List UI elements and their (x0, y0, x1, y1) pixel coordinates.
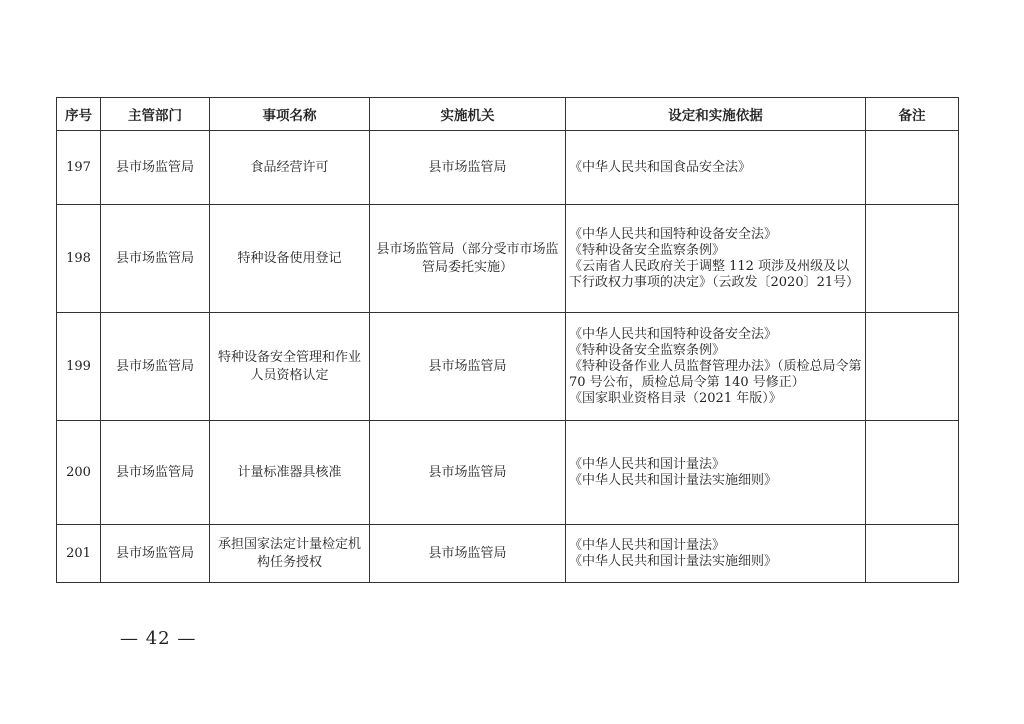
row-agency: 县市场监管局 (370, 421, 566, 525)
header-item: 事项名称 (210, 98, 370, 131)
header-dept: 主管部门 (101, 98, 210, 131)
row-note (866, 131, 959, 205)
row-dept: 县市场监管局 (101, 205, 210, 313)
basis-line: 《国家职业资格目录（2021 年版）》 (569, 390, 782, 406)
row-agency: 县市场监管局 (370, 313, 566, 421)
row-note (866, 205, 959, 313)
basis-line: 《中华人民共和国食品安全法》 (569, 159, 752, 175)
items-table (56, 97, 959, 583)
basis-line: 《云南省人民政府关于调整 112 项涉及州级及以下行政权力事项的决定》（云政发〔2020〕21号） (569, 258, 860, 290)
basis-line: 《中华人民共和国计量法实施细则》 (569, 472, 778, 488)
row-item: 特种设备安全管理和作业人员资格认定 (210, 313, 370, 421)
row-no: 197 (57, 131, 101, 205)
row-basis (566, 131, 866, 205)
page-number: — 42 — (120, 628, 197, 649)
basis-line: 《特种设备安全监察条例》 (569, 342, 726, 358)
row-basis (566, 313, 866, 421)
row-note (866, 313, 959, 421)
row-basis (566, 525, 866, 583)
row-agency: 县市场监管局（部分受市市场监管局委托实施） (370, 205, 566, 313)
row-item: 计量标准器具核准 (210, 421, 370, 525)
basis-line: 《中华人民共和国计量法》 (569, 537, 726, 553)
table-row (57, 525, 959, 583)
row-item: 食品经营许可 (210, 131, 370, 205)
header-no: 序号 (57, 98, 101, 131)
row-note (866, 421, 959, 525)
header-note: 备注 (866, 98, 959, 131)
basis-line: 《中华人民共和国计量法》 (569, 456, 726, 472)
header-basis: 设定和实施依据 (566, 98, 866, 131)
table-row (57, 421, 959, 525)
row-basis (566, 421, 866, 525)
row-agency: 县市场监管局 (370, 131, 566, 205)
row-note (866, 525, 959, 583)
row-dept: 县市场监管局 (101, 525, 210, 583)
row-no: 201 (57, 525, 101, 583)
table-row (57, 205, 959, 313)
table-header-row (57, 98, 959, 131)
row-no: 198 (57, 205, 101, 313)
row-no: 199 (57, 313, 101, 421)
header-agency: 实施机关 (370, 98, 566, 131)
table-row (57, 313, 959, 421)
basis-line: 《中华人民共和国特种设备安全法》 (569, 326, 778, 342)
row-agency: 县市场监管局 (370, 525, 566, 583)
basis-line: 《中华人民共和国计量法实施细则》 (569, 553, 778, 569)
basis-line: 《特种设备作业人员监督管理办法》（质检总局令第 70 号公布，质检总局令第 140 号修正） (569, 358, 862, 390)
row-item: 特种设备使用登记 (210, 205, 370, 313)
row-no: 200 (57, 421, 101, 525)
row-item: 承担国家法定计量检定机构任务授权 (210, 525, 370, 583)
row-basis (566, 205, 866, 313)
table-row (57, 131, 959, 205)
row-dept: 县市场监管局 (101, 313, 210, 421)
row-dept: 县市场监管局 (101, 421, 210, 525)
basis-line: 《特种设备安全监察条例》 (569, 242, 726, 258)
row-dept: 县市场监管局 (101, 131, 210, 205)
basis-line: 《中华人民共和国特种设备安全法》 (569, 226, 778, 242)
